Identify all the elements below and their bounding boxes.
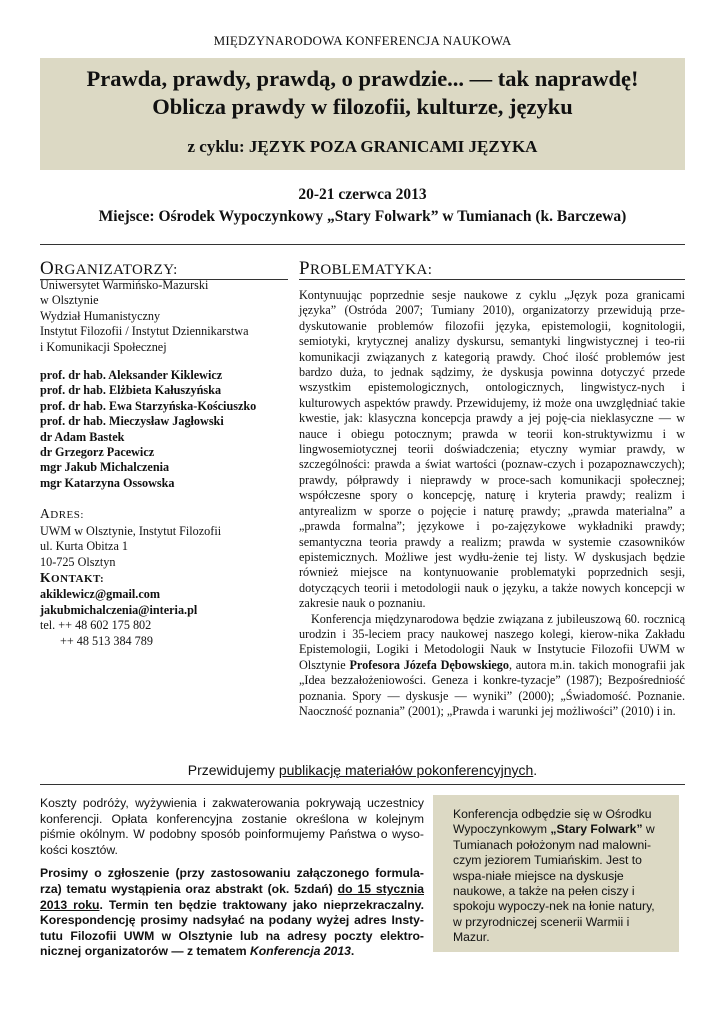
submission-text-end: . <box>350 944 355 959</box>
submission-text-a: Prosimy o zgłoszenie (przy zastosowaniu załączonego formula-rza) tematu wystąpienia oraz abstrakt (ok. 5zdań) <box>40 866 424 896</box>
organizer-name: prof. dr hab. Aleksander Kiklewicz <box>40 368 223 383</box>
venue-name: „Stary Folwark” <box>550 822 643 837</box>
costs-section <box>40 796 424 960</box>
conference-type-heading: MIĘDZYNARODOWA KONFERENCJA NAUKOWA <box>213 33 512 48</box>
problems-heading <box>299 258 432 280</box>
conference-cycle <box>40 137 685 157</box>
contact-phone: tel. ++ 48 602 175 802 <box>40 618 152 633</box>
organizer-name: prof. dr hab. Mieczysław Jagłowski <box>40 414 224 429</box>
organizers-heading-rest: RGANIZATORZY: <box>54 262 178 278</box>
contact-heading-initial: K <box>40 569 52 585</box>
bottom-divider <box>40 784 685 785</box>
contact-heading-rest: ONTAKT: <box>51 572 105 585</box>
address-line: UWM w Olsztynie, Instytut Filozofii <box>40 523 222 538</box>
email-subject: Konferencja 2013 <box>249 944 351 959</box>
address-heading <box>40 506 285 523</box>
problems-paragraph: Kontynuując poprzednie sesje naukowe z cyklu „Język poza granicami języka” (Ostróda 2007; Tumiany 2010), organizatorzy przewidują prze-dyskutowanie problemów filozofii języka, epistemologii, kognitologii, semiotyki, krytycznej analizy dyskursu, semantyki lingwistycznej i teo-rii komunikacji związanych z kategorią prawdy. Choć ilość problemów jest bardzo duża, to jednak sądzimy, że dyskusja powinna dotyczyć przede wszystkim epistemologicznych, ontologicznych, lingwistycz-nych i kulturowych aspektów prawdy. Przewidujemy, iż może ona uwzględniać takie kwestie, jak: klasyczna koncepcja prawdy a jej poję-cia nieklasyczne — w nauce i obiegu potocznym; prawda w teorii kon-struktywizmu i w lingwosemiotycznej teorii doświadczenia; etyczny wymiar prawdy, w szczególności: prawda a świat wartości (poznaw-czych i pozapoznawczych); prawdy, półprawdy i nieprawdy w proce-sach komunikacji społecznej; współczesne spory o koncepcję, naturę i kryteria prawdy; realizm i antyrealizm w sporze o pojęcie i naturę prawdy; „prawda materialna” a „prawda formalna”; językowe i po-zajęzykowe wykładniki prawdy; semantyczna teoria prawdy a realizm; prawda w systemie czasowników epistemicznych. Możliwe jest wydłu-żenie tej listy. W dyskusjach będzie również miejsce na kontynuowanie problematyki poprzednich sesji, dotyczących teorii i metodologii nauk o języku, a także nowych koncepcji w zakresie nauk o poznaniu. <box>299 288 685 611</box>
submission-text-b: . Termin ten będzie traktowany jako nieprzekraczalny. Korespondencję prosimy nadsyłać na podany wyżej adres Insty-tutu Filozofii UWM w Olsztynie lub na adresy poczty elektro-nicznej organizatorów — z tematem <box>40 897 424 959</box>
organizers-heading-initial: O <box>40 258 55 279</box>
publication-before: Przewidujemy <box>187 762 279 778</box>
publication-note <box>0 762 725 778</box>
professor-name: Profesora Józefa Dębowskiego <box>349 657 509 672</box>
institution-line: i Komunikacji Społecznej <box>40 339 167 354</box>
submission-deadline: do 15 stycznia 2013 roku <box>40 881 424 912</box>
problems-heading-rest: ROBLEMATYKA: <box>309 262 433 278</box>
conference-date: 20-21 czerwca 2013 <box>298 186 427 203</box>
organizer-name: prof. dr hab. Ewa Starzyńska-Kościuszko <box>40 398 257 413</box>
venue-text-start: Konferencja odbędzie się w Ośrodku Wypoczynkowym <box>453 807 652 837</box>
jubilee-paragraph <box>299 612 685 720</box>
problems-section <box>299 288 685 719</box>
address-line: ul. Kurta Obitza 1 <box>40 539 128 554</box>
institution-line: Uniwersytet Warmińsko-Mazurski <box>40 278 209 292</box>
institution-line: w Olsztynie <box>40 293 99 308</box>
costs-paragraph: Koszty podróży, wyżywienia i zakwaterowania pokrywają uczestnicy konferencji. Opłata konferencyjna zostanie określona w kolejnym piśmie okólnym. W podobny sposób poinformujemy Państwa o wyso-kości kosztów. <box>40 796 424 857</box>
address-heading-rest: DRES: <box>50 509 84 522</box>
problems-underline <box>299 279 685 280</box>
cycle-prefix: z cyklu: <box>187 137 249 156</box>
publication-underlined: publikację materiałów pokonferencyjnych <box>278 762 534 778</box>
contact-phone: ++ 48 513 384 789 <box>60 633 153 648</box>
jubilee-text-end: , autora m.in. takich monografii jak „Idea bezzałożeniowości. Geneza i konkre-tyzacje” (1987); Bezpośredniość poznania. Spory — dyskusje — wyniki” (2000); „Świadomość. Poznanie. Naoczność poznania” (2001); „Prawda i warunki jej możliwości” (2010) i in. <box>299 657 685 718</box>
organizer-name: dr Adam Bastek <box>40 429 125 444</box>
organizer-name: prof. dr hab. Elżbieta Kałuszyńska <box>40 383 222 398</box>
title-banner <box>40 58 685 170</box>
address-line: 10-725 Olsztyn <box>40 554 116 569</box>
conference-place: Miejsce: Ośrodek Wypoczynkowy „Stary Folwark” w Tumianach (k. Barczewa) <box>98 208 627 225</box>
venue-box <box>433 795 679 952</box>
jubilee-text-start: Konferencja międzynarodowa będzie związana z jubileuszową 60. rocznicą urodzin i 35-leciem pracy naukowej naszego kolegi, kierow-nika Zakładu Epistemologii, Logiki i Metodologii Nauk w Instytucie Filozofii UWM w Olsztynie <box>299 611 685 672</box>
institution-line: Instytut Filozofii / Instytut Dziennikarstwa <box>40 324 249 339</box>
organizers-section <box>40 278 285 649</box>
contact-heading <box>40 570 285 587</box>
cycle-name: JĘZYK POZA GRANICAMI JĘZYKA <box>248 137 538 156</box>
problems-heading-initial: P <box>299 258 310 279</box>
organizer-name: mgr Katarzyna Ossowska <box>40 475 175 490</box>
institution-line: Wydział Humanistyczny <box>40 308 161 323</box>
venue-text-end: w Tumianach położonym nad malowni-czym jeziorem Tumiańskim. Jest to wspa-niałe miejsce na dyskusje naukowe, a także na pełen ciszy i spokoju wypoczy-nek na łonie natury, w przyrodniczej scenerii Warmii i Mazur. <box>453 822 655 945</box>
organizers-heading <box>40 258 178 280</box>
organizer-name: mgr Jakub Michalczenia <box>40 460 170 475</box>
conference-title-line-2: Oblicza prawdy w filozofii, kulturze, języku <box>152 94 573 119</box>
section-divider <box>40 244 685 245</box>
publication-after: . <box>533 762 538 778</box>
address-heading-initial: A <box>40 506 51 522</box>
organizer-name: dr Grzegorz Pacewicz <box>40 445 155 460</box>
contact-email[interactable]: jakubmichalczenia@interia.pl <box>40 602 198 617</box>
submission-paragraph <box>40 866 424 960</box>
conference-title-line-1: Prawda, prawdy, prawdą, o prawdzie... — tak naprawdę! <box>86 66 639 91</box>
contact-email[interactable]: akiklewicz@gmail.com <box>40 587 160 602</box>
